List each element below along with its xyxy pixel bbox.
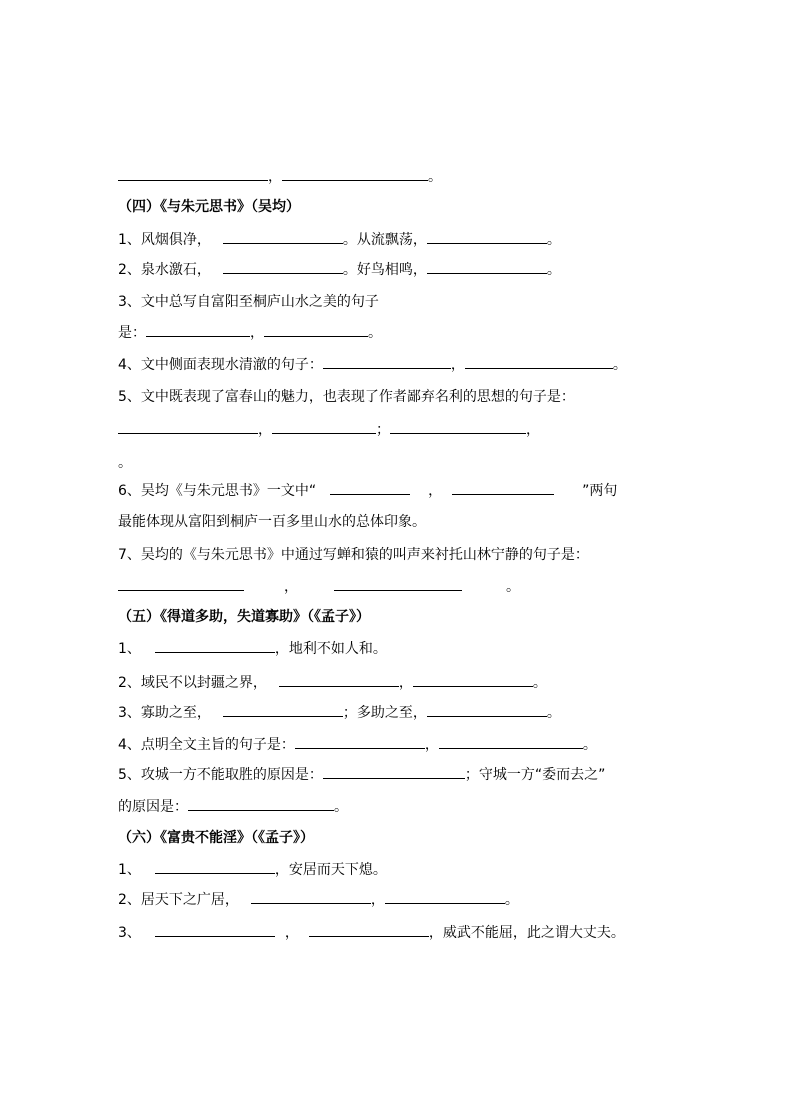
line-text: ，地利不如人和。 [274, 641, 387, 657]
fill-in-blank[interactable] [118, 166, 268, 181]
question-line [118, 638, 387, 660]
fill-in-blank[interactable] [155, 922, 275, 937]
question-line [118, 922, 625, 944]
question-line [118, 511, 426, 533]
line-text: 3、寡助之至， [118, 705, 211, 721]
line-text: 。从流飘荡， [342, 232, 427, 248]
line-text: 。 [368, 325, 382, 341]
question-line [118, 672, 547, 694]
question-line [118, 702, 561, 724]
fill-in-blank[interactable] [427, 229, 547, 244]
fill-in-blank[interactable] [385, 889, 505, 904]
line-text: ，安居而天下熄。 [274, 862, 387, 878]
fill-in-blank[interactable] [223, 229, 343, 244]
line-text: 。 [334, 799, 348, 815]
fill-in-blank[interactable] [188, 796, 334, 811]
line-text: ， [268, 169, 282, 185]
line-text: ， [424, 737, 439, 753]
fill-in-blank[interactable] [323, 764, 465, 779]
section-heading [118, 196, 300, 218]
line-text: 。 [532, 675, 547, 691]
line-text: 。 [504, 892, 519, 908]
fill-in-blank[interactable] [118, 576, 244, 591]
section-heading [118, 827, 314, 849]
question-line [118, 386, 575, 408]
question-line [118, 889, 519, 911]
line-text: 。好鸟相鸣， [342, 262, 427, 278]
line-text: ”两句 [582, 483, 618, 499]
line-text: 2、居天下之广居， [118, 892, 239, 908]
question-line [118, 322, 382, 344]
fill-in-blank[interactable] [118, 419, 258, 434]
line-text: ，威武不能屈，此之谓大丈夫。 [428, 925, 625, 941]
line-text: ， [284, 579, 298, 595]
question-line [118, 354, 627, 376]
line-text: ；多助之至， [342, 705, 427, 721]
question-line [118, 291, 379, 313]
question-line [118, 452, 132, 474]
fill-in-blank[interactable] [427, 702, 547, 717]
line-text: ， [258, 422, 272, 438]
fill-in-blank[interactable] [413, 672, 533, 687]
line-text: ；守城一方“委而去之” [464, 767, 606, 783]
line-text: ， [250, 325, 264, 341]
question-line [118, 734, 597, 756]
line-text: ， [284, 925, 299, 941]
line-text: 最能体现从富阳到桐庐一百多里山水的总体印象。 [118, 514, 426, 530]
line-text: 3、 [118, 925, 141, 941]
line-text: 2、泉水激石， [118, 262, 211, 278]
line-text: 3、文中总写自富阳至桐庐山水之美的句子 [118, 294, 379, 310]
question-line [118, 229, 561, 251]
line-text: 。 [612, 357, 627, 373]
fill-in-blank[interactable] [264, 322, 368, 337]
line-text: 。 [546, 232, 561, 248]
fill-in-blank[interactable] [223, 702, 343, 717]
question-line [118, 259, 561, 281]
question-line [118, 166, 442, 188]
line-text: 。 [506, 579, 520, 595]
question-line [118, 764, 605, 786]
fill-in-blank[interactable] [282, 166, 428, 181]
fill-in-blank[interactable] [223, 259, 343, 274]
line-text: 4、点明全文主旨的句子是： [118, 737, 295, 753]
fill-in-blank[interactable] [251, 889, 371, 904]
line-text: 是： [118, 325, 146, 341]
question-line [118, 576, 520, 598]
question-line [118, 796, 348, 818]
question-line [118, 480, 617, 502]
line-text: ， [370, 892, 385, 908]
line-text: 。 [428, 169, 442, 185]
line-text: 的原因是： [118, 799, 188, 815]
line-text: 。 [546, 705, 561, 721]
fill-in-blank[interactable] [146, 322, 250, 337]
line-text: 7、吴均的《与朱元思书》中通过写蝉和猿的叫声来衬托山林宁静的句子是： [118, 547, 589, 563]
line-text: （四）《与朱元思书》（吴均） [118, 199, 300, 215]
fill-in-blank[interactable] [334, 576, 462, 591]
line-text: 。 [118, 455, 132, 471]
line-text: ； [376, 422, 390, 438]
line-text: （六）《富贵不能淫》（《孟子》） [118, 830, 314, 846]
fill-in-blank[interactable] [439, 734, 583, 749]
line-text: 6、吴均《与朱元思书》一文中“ [118, 483, 317, 499]
line-text: ， [450, 357, 465, 373]
line-text: ， [398, 675, 413, 691]
fill-in-blank[interactable] [309, 922, 429, 937]
question-line [118, 419, 540, 441]
fill-in-blank[interactable] [330, 480, 410, 495]
fill-in-blank[interactable] [272, 419, 376, 434]
line-text: 4、文中侧面表现水清澈的句子： [118, 357, 323, 373]
line-text: ， [526, 422, 540, 438]
fill-in-blank[interactable] [295, 734, 425, 749]
question-line [118, 859, 387, 881]
line-text: ， [428, 483, 443, 499]
line-text: 。 [546, 262, 561, 278]
section-heading [118, 606, 370, 628]
fill-in-blank[interactable] [155, 638, 275, 653]
fill-in-blank[interactable] [452, 480, 554, 495]
line-text: 1、风烟俱净， [118, 232, 211, 248]
line-text: 1、 [118, 641, 141, 657]
line-text: 5、文中既表现了富春山的魅力，也表现了作者鄙弃名利的思想的句子是： [118, 389, 575, 405]
line-text: （五）《得道多助，失道寡助》（《孟子》） [118, 609, 370, 625]
question-line [118, 544, 589, 566]
fill-in-blank[interactable] [279, 672, 399, 687]
line-text: 1、 [118, 862, 141, 878]
fill-in-blank[interactable] [323, 354, 451, 369]
fill-in-blank[interactable] [465, 354, 613, 369]
line-text: 。 [582, 737, 597, 753]
fill-in-blank[interactable] [390, 419, 526, 434]
fill-in-blank[interactable] [427, 259, 547, 274]
line-text: 2、域民不以封疆之界， [118, 675, 267, 691]
fill-in-blank[interactable] [155, 859, 275, 874]
line-text: 5、攻城一方不能取胜的原因是： [118, 767, 323, 783]
